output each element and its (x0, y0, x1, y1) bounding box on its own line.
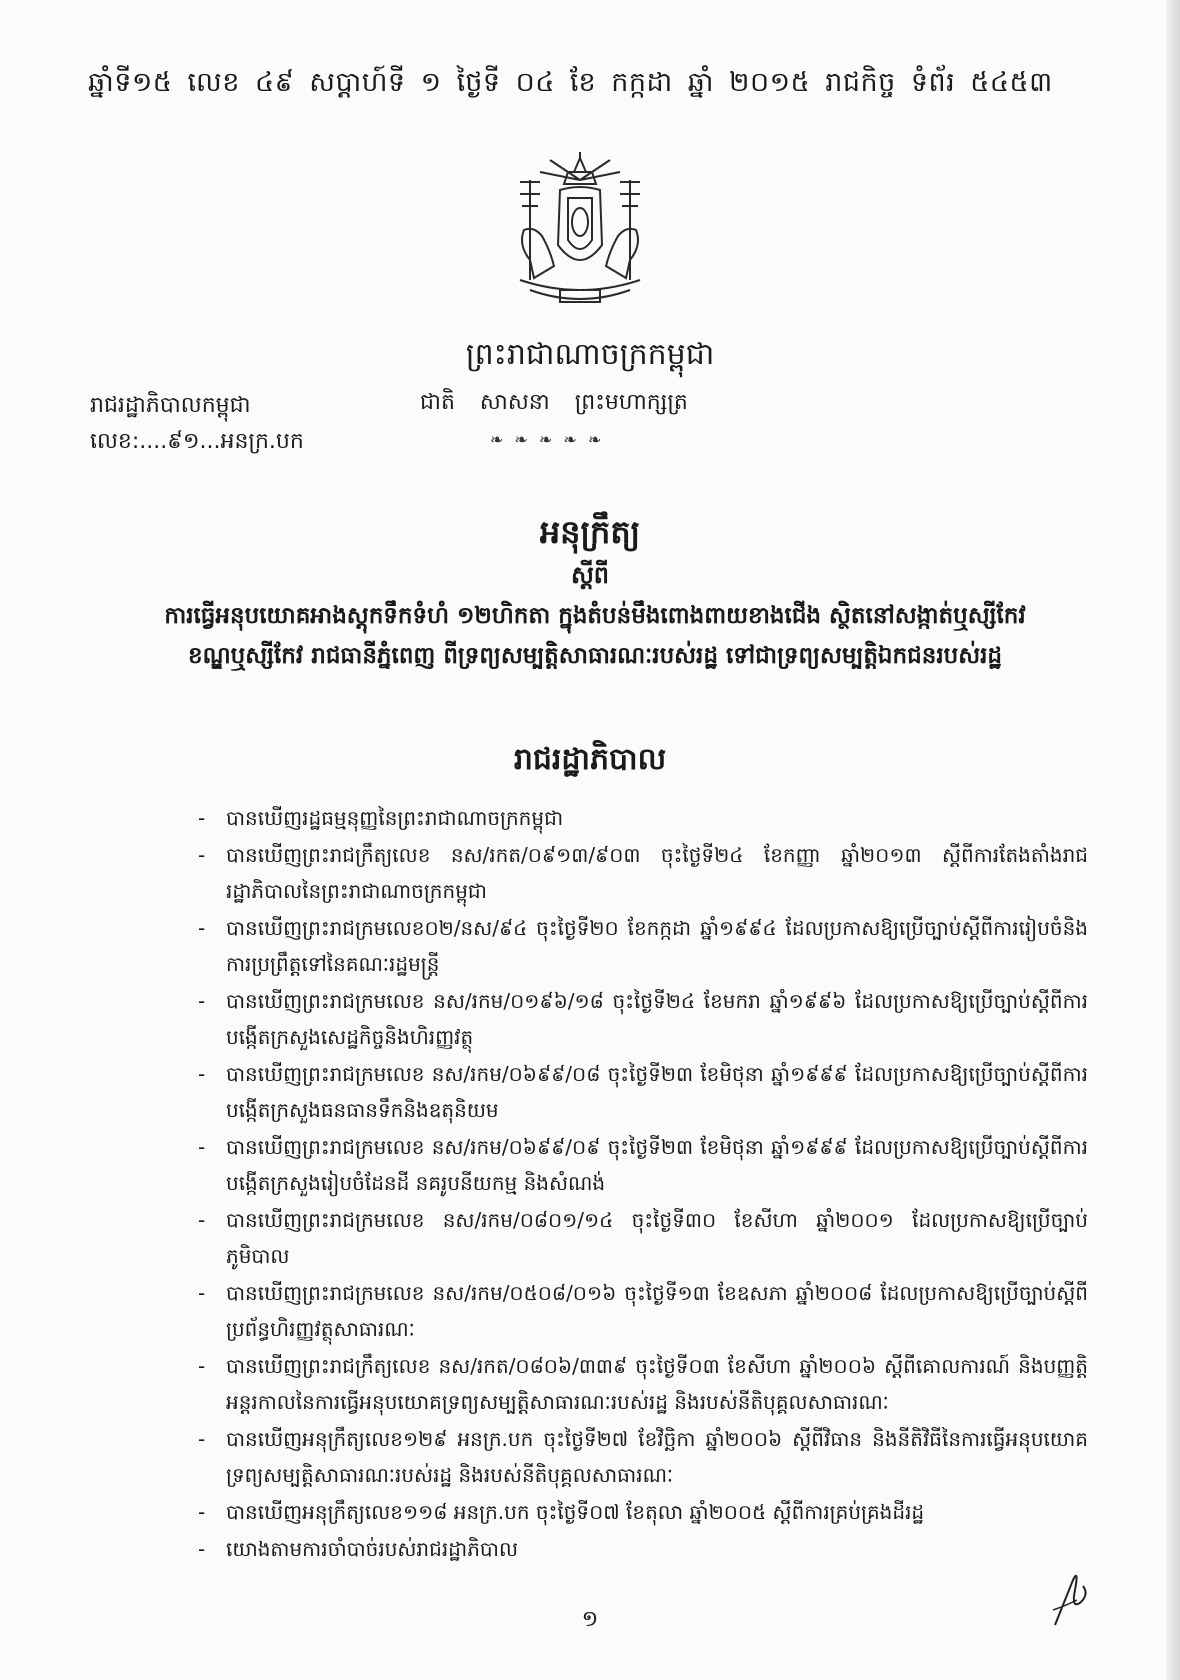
recital-item: - បានឃើញព្រះរាជក្រមលេខ នស/រកម/០១៩៦/១៨ ចុះថ្ងៃទី២៤ ខែមករា ឆ្នាំ១៩៩៦ ដែលប្រកាសឱ្យប្រើច្បាប់ស្តីពីការបង្កើតក្រសួងសេដ្ឋកិច្ចនិងហិរញ្ញវត្ថុ (198, 983, 1088, 1055)
sender-block (90, 388, 304, 460)
dash-bullet: - (198, 916, 206, 940)
recital-item: - បានឃើញព្រះរាជក្រមលេខ នស/រកម/០៥០៨/០១៦ ចុះថ្ងៃទី១៣ ខែឧសភា ឆ្នាំ២០០៨ ដែលប្រកាសឱ្យប្រើច្បាប់ស្តីពីប្រព័ន្ធហិរញ្ញវត្ថុសាធារណៈ (198, 1275, 1088, 1347)
recital-item: - បានឃើញព្រះរាជក្រឹត្យលេខ នស/រកត/០៩១៣/៩០៣ ចុះថ្ងៃទី២៤ ខែកញ្ញា ឆ្នាំ២០១៣ ស្តីពីការតែងតាំងរាជរដ្ឋាភិបាលនៃព្រះរាជាណាចក្រកម្ពុជា (198, 837, 1088, 909)
recital-item: - បានឃើញអនុក្រឹត្យលេខ១២៩ អនក្រ.បក ចុះថ្ងៃទី២៧ ខែវិច្ឆិកា ឆ្នាំ២០០៦ ស្តីពីវិធាន និងនីតិវិធីនៃការធ្វើអនុបយោគទ្រព្យសម្បត្តិសាធារណៈរបស់រដ្ឋ និងរបស់នីតិបុគ្គលសាធារណៈ (198, 1421, 1088, 1493)
dash-bullet: - (198, 1062, 206, 1086)
dash-bullet: - (198, 843, 206, 867)
recital-item: - បានឃើញព្រះរាជក្រមលេខ០២/នស/៩៤ ចុះថ្ងៃទី២០ ខែកក្កដា ឆ្នាំ១៩៩៤ ដែលប្រកាសឱ្យប្រើច្បាប់ស្តីពីការរៀបចំនិងការប្រព្រឹត្តទៅនៃគណៈរដ្ឋមន្ត្រី (198, 910, 1088, 982)
sender-organization: រាជរដ្ឋាភិបាលកម្ពុជា (90, 393, 251, 418)
dash-bullet: - (198, 989, 206, 1013)
gazette-header: ឆ្នាំទី១៥ លេខ ៤៩ សប្តាហ៍ទី ១ ថ្ងៃទី ០៤ ខែ កក្កដា ឆ្នាំ ២០១៥ រាជកិច្ច ទំព័រ ៥៤៥៣ (88, 67, 1053, 98)
dash-bullet: - (198, 1500, 206, 1524)
document-title: អនុក្រឹត្យ (539, 513, 641, 551)
dash-bullet: - (198, 1537, 206, 1561)
document-number: លេខ:....៩១...អនក្រ.បក (90, 429, 304, 454)
recitals-list (198, 800, 1088, 1568)
dash-bullet: - (198, 1208, 206, 1232)
recital-item: - បានឃើញព្រះរាជក្រឹត្យលេខ នស/រកត/០៨០៦/៣៣៩ ចុះថ្ងៃទី០៣ ខែសីហា ឆ្នាំ២០០៦ ស្តីពីគោលការណ៍ និងបញ្ញត្តិអន្តរកាលនៃការធ្វើអនុបយោគទ្រព្យសម្បត្តិសាធារណៈរបស់រដ្ឋ និងរបស់នីតិបុគ្គលសាធារណៈ (198, 1348, 1088, 1420)
page-edge (1166, 0, 1180, 1680)
recital-item: - បានឃើញអនុក្រឹត្យលេខ១១៨ អនក្រ.បក ចុះថ្ងៃទី០៧ ខែតុលា ឆ្នាំ២០០៥ ស្តីពីការគ្រប់គ្រងដីរដ្ឋ (198, 1494, 1088, 1530)
dash-bullet: - (198, 806, 206, 830)
royal-coat-of-arms-icon (490, 150, 670, 325)
national-motto: ជាតិ សាសនា ព្រះមហាក្សត្រ (420, 390, 688, 415)
issuer-heading: រាជរដ្ឋាភិបាល (513, 742, 667, 777)
ornament-divider: ❧ ❧ ❧ ❧ ❧ (490, 430, 605, 449)
dash-bullet: - (198, 1281, 206, 1305)
recital-item: - បានឃើញព្រះរាជក្រមលេខ នស/រកម/០៦៩៩/០៨ ចុះថ្ងៃទី២៣ ខែមិថុនា ឆ្នាំ១៩៩៩ ដែលប្រកាសឱ្យប្រើច្បាប់ស្តីពីការបង្កើតក្រសួងធនធានទឹកនិងឧតុនិយម (198, 1056, 1088, 1128)
recital-item: - បានឃើញព្រះរាជក្រមលេខ នស/រកម/០៦៩៩/០៩ ចុះថ្ងៃទី២៣ ខែមិថុនា ឆ្នាំ១៩៩៩ ដែលប្រកាសឱ្យប្រើច្បាប់ស្តីពីការបង្កើតក្រសួងរៀបចំដែនដី នគរូបនីយកម្ម និងសំណង់ (198, 1129, 1088, 1201)
recital-item: - យោងតាមការចាំបាច់របស់រាជរដ្ឋាភិបាល (198, 1531, 1088, 1567)
dash-bullet: - (198, 1354, 206, 1378)
document-subject: ការធ្វើអនុបយោគអាងស្តុកទឹកទំហំ ១២ហិកតា ក្នុងតំបន់មឹងពោងពាយខាងជើង ស្ថិតនៅសង្កាត់ឬស្សីកែវ ខណ្ឌឬស្សីកែវ រាជធានីភ្នំពេញ ពីទ្រព្យសម្បត្តិសាធារណៈរបស់រដ្ឋ ទៅជាទ្រព្យសម្បត្តិឯកជនរបស់រដ្ឋ (164, 603, 1026, 669)
kingdom-title: ព្រះរាជាណាចក្រកម្ពុជា (465, 337, 715, 372)
page-number: ១ (581, 1607, 599, 1632)
dash-bullet: - (198, 1427, 206, 1451)
recital-item: - បានឃើញព្រះរាជក្រមលេខ នស/រកម/០៨០១/១៤ ចុះថ្ងៃទី៣០ ខែសីហា ឆ្នាំ២០០១ ដែលប្រកាសឱ្យប្រើច្បាប់ភូមិបាល (198, 1202, 1088, 1274)
recital-item: - បានឃើញរដ្ឋធម្មនុញ្ញនៃព្រះរាជាណាចក្រកម្ពុជា (198, 800, 1088, 836)
subject-label: ស្តីពី (570, 561, 610, 589)
dash-bullet: - (198, 1135, 206, 1159)
